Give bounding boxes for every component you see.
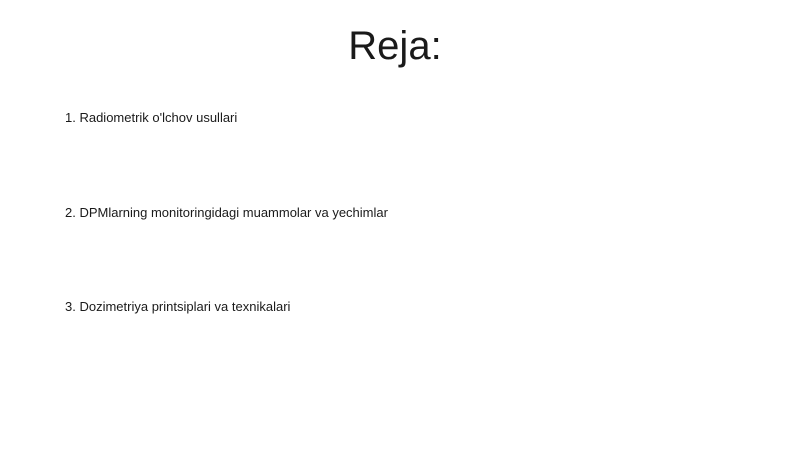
plan-item: 1. Radiometrik o'lchov usullari (65, 110, 238, 125)
plan-item: 3. Dozimetriya printsiplari va texnikalari (65, 299, 291, 314)
slide-title: Reja: (348, 24, 442, 68)
plan-item: 2. DPMlarning monitoringidagi muammolar va yechimlar (65, 205, 388, 220)
